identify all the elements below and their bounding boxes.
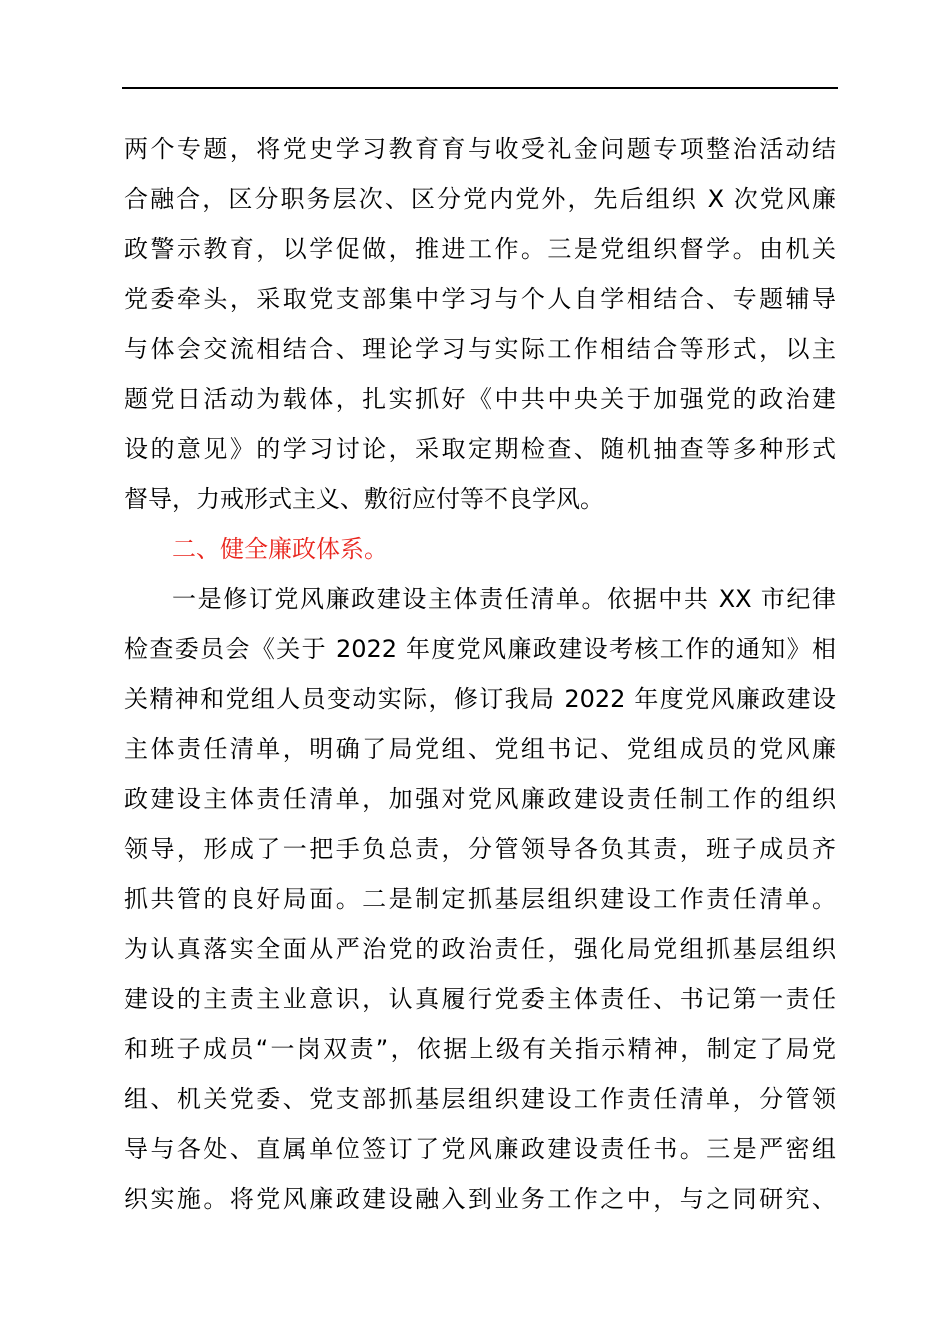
text-line: 政建设主体责任清单，加强对党风廉政建设责任制工作的组织 (124, 785, 836, 813)
text-line: 合融合，区分职务层次、区分党内党外，先后组织 X 次党风廉 (124, 185, 836, 213)
text-line: 建设的主责主业意识，认真履行党委主体责任、书记第一责任 (124, 985, 836, 1013)
text-line: 组、机关党委、党支部抓基层组织建设工作责任清单，分管领 (124, 1085, 836, 1113)
section-heading: 二、健全廉政体系。 (172, 535, 388, 563)
text-line: 与体会交流相结合、理论学习与实际工作相结合等形式，以主 (124, 335, 836, 363)
text-line: 题党日活动为载体，扎实抓好《中共中央关于加强党的政治建 (124, 385, 836, 413)
text-line: 和班子成员“一岗双责”，依据上级有关指示精神，制定了局党 (124, 1035, 836, 1063)
body-text (124, 124, 836, 1224)
text-line: 督导，力戒形式主义、敷衍应付等不良学风。 (124, 485, 604, 513)
text-line: 党委牵头，采取党支部集中学习与个人自学相结合、专题辅导 (124, 285, 836, 313)
text-line: 政警示教育，以学促做，推进工作。三是党组织督学。由机关 (124, 235, 836, 263)
text-line: 抓共管的良好局面。二是制定抓基层组织建设工作责任清单。 (124, 885, 836, 913)
text-line: 检查委员会《关于 2022 年度党风廉政建设考核工作的通知》相 (124, 635, 836, 663)
text-line: 织实施。将党风廉政建设融入到业务工作之中，与之同研究、 (124, 1185, 836, 1213)
text-line: 主体责任清单，明确了局党组、党组书记、党组成员的党风廉 (124, 735, 836, 763)
text-line: 领导，形成了一把手负总责，分管领导各负其责，班子成员齐 (124, 835, 836, 863)
header-rule (122, 87, 838, 89)
text-line: 一是修订党风廉政建设主体责任清单。依据中共 XX 市纪律 (172, 585, 836, 613)
text-line: 为认真落实全面从严治党的政治责任，强化局党组抓基层组织 (124, 935, 836, 963)
text-line: 设的意见》的学习讨论，采取定期检查、随机抽查等多种形式 (124, 435, 836, 463)
text-line: 两个专题，将党史学习教育育与收受礼金问题专项整治活动结 (124, 135, 836, 163)
text-line: 导与各处、直属单位签订了党风廉政建设责任书。三是严密组 (124, 1135, 836, 1163)
text-line: 关精神和党组人员变动实际，修订我局 2022 年度党风廉政建设 (124, 685, 836, 713)
